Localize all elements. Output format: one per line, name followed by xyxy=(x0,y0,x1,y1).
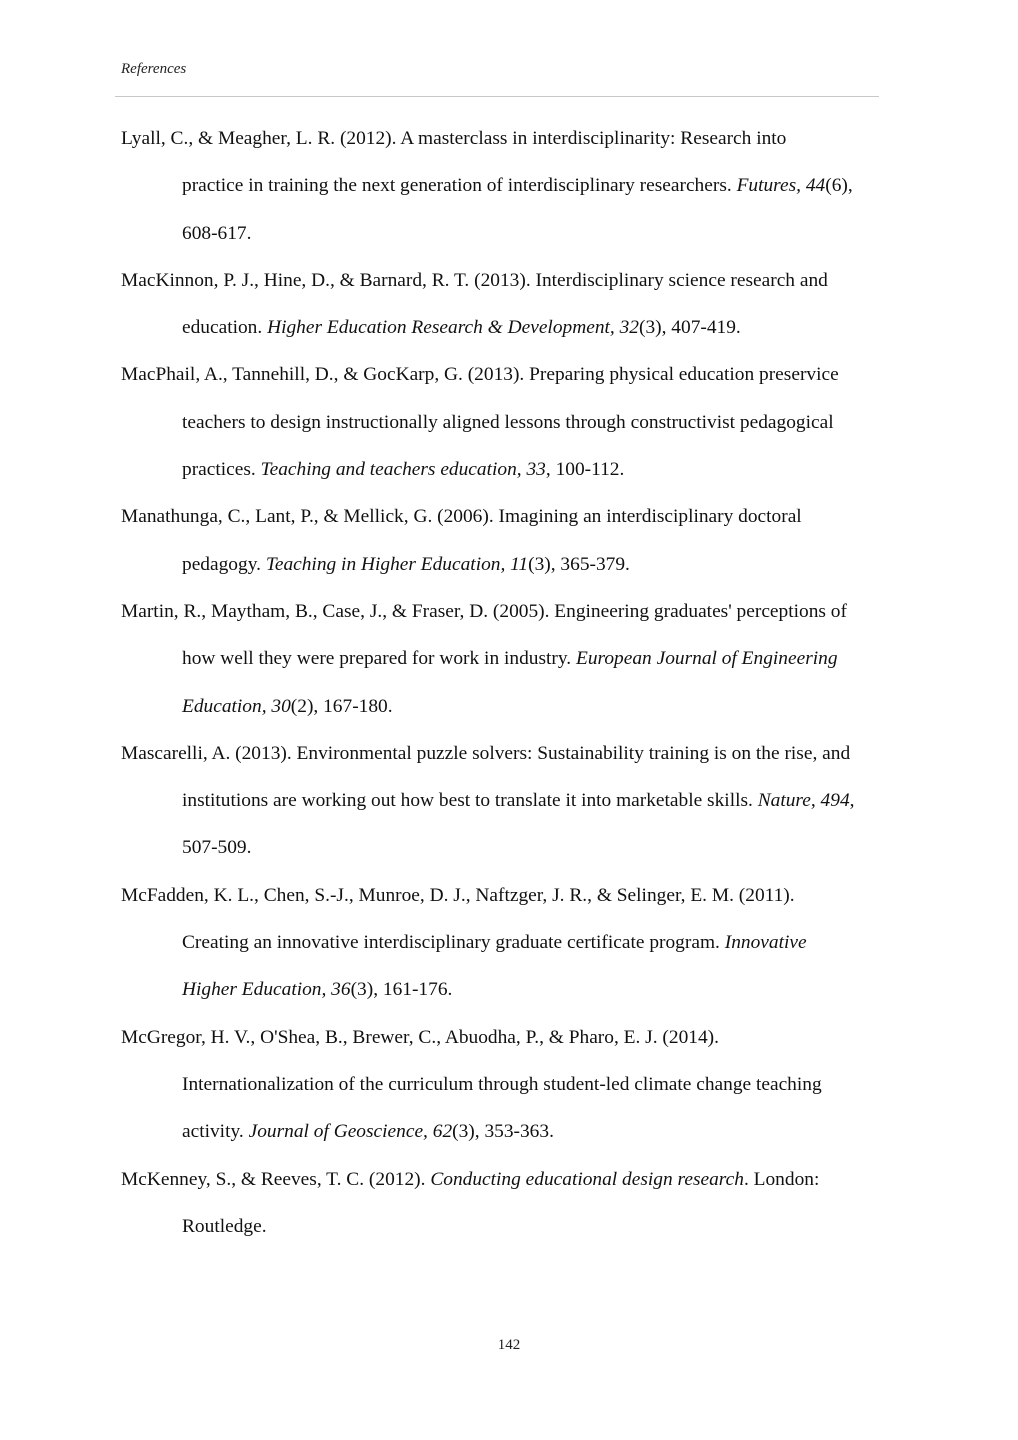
reference-text: Mascarelli, A. (2013). Environmental puzzle solvers: Sustainability training is on the rise, and institutions are working out how best to translate it into marketable skills. xyxy=(121,742,851,812)
reference-source: European Journal of Engineering Education, 30 xyxy=(182,648,838,717)
reference-text: (6), 608-617. xyxy=(182,175,853,244)
reference-text: Martin, R., Maytham, B., Case, J., & Fraser, D. (2005). Engineering graduates' perceptions of how well they were prepared for work in industry. xyxy=(121,600,847,670)
reference-entry xyxy=(121,1014,911,1156)
reference-text: Lyall, C., & Meagher, L. R. (2012). A masterclass in interdisciplinarity: Research into practice in training the next generation of interdisciplinary researchers. xyxy=(121,128,787,197)
reference-entry xyxy=(121,1156,911,1251)
reference-source: Conducting educational design research xyxy=(430,1168,744,1190)
reference-text: , 100-112. xyxy=(545,459,625,481)
reference-entry xyxy=(121,351,911,493)
reference-text: McGregor, H. V., O'Shea, B., Brewer, C., Abuodha, P., & Pharo, E. J. (2014). Internationalization of the curriculum through student-led climate change teaching activity. xyxy=(121,1026,822,1143)
reference-source: Futures, 44 xyxy=(736,175,826,197)
reference-text: (2), 167-180. xyxy=(290,695,393,717)
reference-list xyxy=(121,115,911,1250)
reference-source: Nature, 494 xyxy=(757,790,850,812)
reference-source: Innovative Higher Education, 36 xyxy=(182,932,807,1001)
reference-entry xyxy=(121,257,911,352)
reference-entry xyxy=(121,588,911,730)
reference-text: (3), 353-363. xyxy=(452,1121,554,1143)
reference-text: Manathunga, C., Lant, P., & Mellick, G. (2006). Imagining an interdisciplinary doctoral pedagogy. xyxy=(121,506,802,575)
reference-entry xyxy=(121,872,911,1014)
reference-text: , 507-509. xyxy=(182,790,855,859)
reference-text: (3), 407-419. xyxy=(639,317,741,339)
reference-text: (3), 365-379. xyxy=(528,553,630,575)
reference-text: MacPhail, A., Tannehill, D., & GocKarp, G. (2013). Preparing physical education preservice teachers to design instructionally aligned lessons through constructivist pedagogical practices. xyxy=(121,364,839,481)
reference-source: Higher Education Research & Development, 32 xyxy=(267,317,639,339)
reference-text: McFadden, K. L., Chen, S.-J., Munroe, D. J., Naftzger, J. R., & Selinger, E. M. (2011). Creating an innovative interdisciplinary graduate certificate program. xyxy=(121,884,795,954)
reference-source: Teaching in Higher Education, 11 xyxy=(265,553,529,575)
running-header: References xyxy=(121,61,187,77)
reference-source: Journal of Geoscience, 62 xyxy=(248,1121,453,1143)
page-number: 142 xyxy=(497,1337,521,1353)
reference-entry xyxy=(121,730,911,872)
header-divider xyxy=(115,96,879,97)
reference-text: MacKinnon, P. J., Hine, D., & Barnard, R. T. (2013). Interdisciplinary science research and education. xyxy=(121,269,828,339)
reference-source: Teaching and teachers education, 33 xyxy=(260,459,546,481)
reference-text: (3), 161-176. xyxy=(350,979,453,1001)
reference-entry xyxy=(121,115,911,257)
reference-entry xyxy=(121,493,911,588)
reference-text: McKenney, S., & Reeves, T. C. (2012). xyxy=(121,1168,431,1190)
reference-text: . London: Routledge. xyxy=(182,1168,820,1237)
